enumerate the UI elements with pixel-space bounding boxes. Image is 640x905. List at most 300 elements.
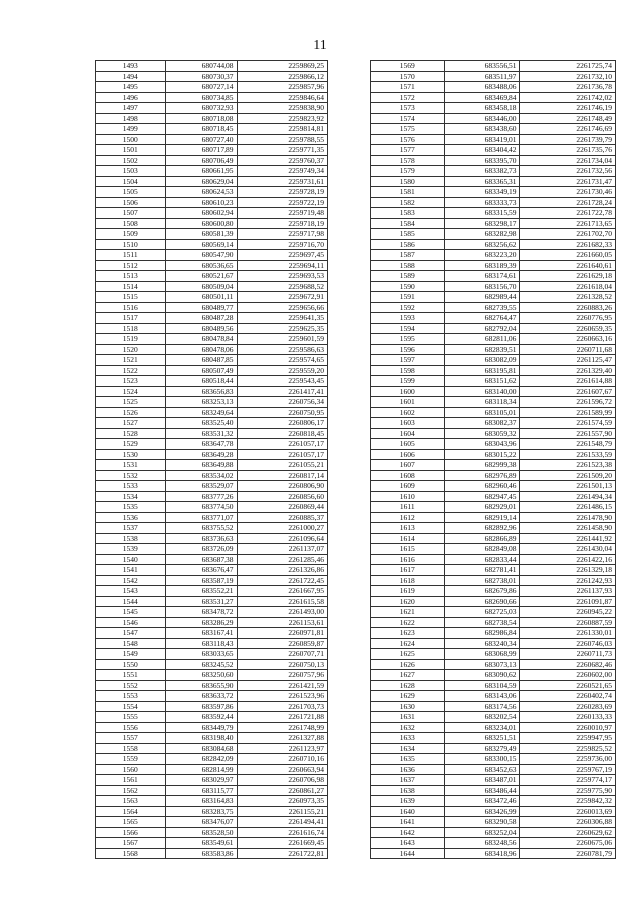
x-coordinate-cell: 683736,63 xyxy=(165,533,237,544)
point-number-cell: 1595 xyxy=(371,334,445,345)
table-row xyxy=(96,754,328,765)
table-row xyxy=(371,460,616,471)
table-row xyxy=(371,796,616,807)
y-coordinate-cell: 2261667,95 xyxy=(237,586,328,597)
table-row xyxy=(96,638,328,649)
x-coordinate-cell: 683174,56 xyxy=(444,701,520,712)
point-number-cell: 1497 xyxy=(96,103,166,114)
y-coordinate-cell: 2259774,17 xyxy=(520,775,616,786)
y-coordinate-cell: 2261589,99 xyxy=(520,407,616,418)
x-coordinate-cell: 680501,11 xyxy=(165,292,237,303)
point-number-cell: 1598 xyxy=(371,365,445,376)
x-coordinate-cell: 683534,02 xyxy=(165,470,237,481)
x-coordinate-cell: 683068,99 xyxy=(444,649,520,660)
point-number-cell: 1632 xyxy=(371,722,445,733)
table-row xyxy=(96,659,328,670)
point-number-cell: 1532 xyxy=(96,470,166,481)
point-number-cell: 1546 xyxy=(96,617,166,628)
table-row xyxy=(371,155,616,166)
point-number-cell: 1562 xyxy=(96,785,166,796)
y-coordinate-cell: 2261329,40 xyxy=(520,365,616,376)
point-number-cell: 1564 xyxy=(96,806,166,817)
table-row xyxy=(371,617,616,628)
y-coordinate-cell: 2260861,27 xyxy=(237,785,328,796)
y-coordinate-cell: 2261730,46 xyxy=(520,187,616,198)
table-row xyxy=(371,512,616,523)
y-coordinate-cell: 2261736,78 xyxy=(520,82,616,93)
x-coordinate-cell: 683118,34 xyxy=(444,397,520,408)
table-row xyxy=(371,785,616,796)
point-number-cell: 1586 xyxy=(371,239,445,250)
point-number-cell: 1600 xyxy=(371,386,445,397)
y-coordinate-cell: 2261091,87 xyxy=(520,596,616,607)
x-coordinate-cell: 683033,65 xyxy=(165,649,237,660)
point-number-cell: 1572 xyxy=(371,92,445,103)
point-number-cell: 1633 xyxy=(371,733,445,744)
table-row xyxy=(371,376,616,387)
x-coordinate-cell: 682739,55 xyxy=(444,302,520,313)
x-coordinate-cell: 683202,54 xyxy=(444,712,520,723)
point-number-cell: 1614 xyxy=(371,533,445,544)
x-coordinate-cell: 680509,04 xyxy=(165,281,237,292)
y-coordinate-cell: 2260707,71 xyxy=(237,649,328,660)
y-coordinate-cell: 2261618,04 xyxy=(520,281,616,292)
table-row xyxy=(96,439,328,450)
point-number-cell: 1639 xyxy=(371,796,445,807)
point-number-cell: 1495 xyxy=(96,82,166,93)
y-coordinate-cell: 2261422,16 xyxy=(520,554,616,565)
point-number-cell: 1520 xyxy=(96,344,166,355)
x-coordinate-cell: 683279,49 xyxy=(444,743,520,754)
table-row xyxy=(96,470,328,481)
y-coordinate-cell: 2259825,52 xyxy=(520,743,616,754)
point-number-cell: 1635 xyxy=(371,754,445,765)
y-coordinate-cell: 2261441,92 xyxy=(520,533,616,544)
table-row xyxy=(371,743,616,754)
y-coordinate-cell: 2261509,20 xyxy=(520,470,616,481)
x-coordinate-cell: 683245,52 xyxy=(165,659,237,670)
y-coordinate-cell: 2261096,64 xyxy=(237,533,328,544)
table-row xyxy=(371,806,616,817)
y-coordinate-cell: 2261616,74 xyxy=(237,827,328,838)
point-number-cell: 1542 xyxy=(96,575,166,586)
table-row xyxy=(371,827,616,838)
x-coordinate-cell: 683286,29 xyxy=(165,617,237,628)
table-row xyxy=(96,176,328,187)
x-coordinate-cell: 680489,56 xyxy=(165,323,237,334)
x-coordinate-cell: 680718,45 xyxy=(165,124,237,135)
table-row xyxy=(371,670,616,681)
point-number-cell: 1617 xyxy=(371,565,445,576)
point-number-cell: 1528 xyxy=(96,428,166,439)
y-coordinate-cell: 2261285,46 xyxy=(237,554,328,565)
point-number-cell: 1560 xyxy=(96,764,166,775)
table-row xyxy=(371,680,616,691)
x-coordinate-cell: 682811,06 xyxy=(444,334,520,345)
x-coordinate-cell: 683252,04 xyxy=(444,827,520,838)
y-coordinate-cell: 2261137,93 xyxy=(520,586,616,597)
x-coordinate-cell: 683655,90 xyxy=(165,680,237,691)
y-coordinate-cell: 2259672,91 xyxy=(237,292,328,303)
y-coordinate-cell: 2260746,03 xyxy=(520,638,616,649)
x-coordinate-cell: 683198,40 xyxy=(165,733,237,744)
point-number-cell: 1494 xyxy=(96,71,166,82)
point-number-cell: 1601 xyxy=(371,397,445,408)
x-coordinate-cell: 683073,13 xyxy=(444,659,520,670)
x-coordinate-cell: 683687,38 xyxy=(165,554,237,565)
point-number-cell: 1581 xyxy=(371,187,445,198)
x-coordinate-cell: 683676,47 xyxy=(165,565,237,576)
table-row xyxy=(96,344,328,355)
y-coordinate-cell: 2261731,47 xyxy=(520,176,616,187)
y-coordinate-cell: 2260806,17 xyxy=(237,418,328,429)
table-row xyxy=(96,271,328,282)
table-row xyxy=(96,281,328,292)
point-number-cell: 1597 xyxy=(371,355,445,366)
point-number-cell: 1502 xyxy=(96,155,166,166)
table-row xyxy=(371,502,616,513)
point-number-cell: 1591 xyxy=(371,292,445,303)
y-coordinate-cell: 2261596,72 xyxy=(520,397,616,408)
table-row xyxy=(96,386,328,397)
point-number-cell: 1623 xyxy=(371,628,445,639)
y-coordinate-cell: 2259717,98 xyxy=(237,229,328,240)
table-row xyxy=(371,176,616,187)
point-number-cell: 1619 xyxy=(371,586,445,597)
table-row xyxy=(371,628,616,639)
point-number-cell: 1593 xyxy=(371,313,445,324)
y-coordinate-cell: 2261629,18 xyxy=(520,271,616,282)
y-coordinate-cell: 2261057,17 xyxy=(237,439,328,450)
y-coordinate-cell: 2261746,69 xyxy=(520,124,616,135)
point-number-cell: 1544 xyxy=(96,596,166,607)
point-number-cell: 1525 xyxy=(96,397,166,408)
x-coordinate-cell: 683649,28 xyxy=(165,449,237,460)
table-row xyxy=(371,250,616,261)
table-row xyxy=(96,533,328,544)
table-row xyxy=(96,428,328,439)
table-row xyxy=(371,281,616,292)
x-coordinate-cell: 683256,62 xyxy=(444,239,520,250)
y-coordinate-cell: 2259719,48 xyxy=(237,208,328,219)
table-row xyxy=(96,817,328,828)
x-coordinate-cell: 682999,38 xyxy=(444,460,520,471)
table-row xyxy=(96,701,328,712)
y-coordinate-cell: 2261153,61 xyxy=(237,617,328,628)
point-number-cell: 1519 xyxy=(96,334,166,345)
x-coordinate-cell: 683105,01 xyxy=(444,407,520,418)
y-coordinate-cell: 2260806,90 xyxy=(237,481,328,492)
y-coordinate-cell: 2261523,96 xyxy=(237,691,328,702)
point-number-cell: 1511 xyxy=(96,250,166,261)
x-coordinate-cell: 683633,72 xyxy=(165,691,237,702)
y-coordinate-cell: 2259559,20 xyxy=(237,365,328,376)
x-coordinate-cell: 683333,73 xyxy=(444,197,520,208)
table-row xyxy=(371,523,616,534)
point-number-cell: 1568 xyxy=(96,848,166,859)
table-row xyxy=(96,166,328,177)
x-coordinate-cell: 683118,43 xyxy=(165,638,237,649)
table-row xyxy=(371,722,616,733)
table-row xyxy=(96,145,328,156)
point-number-cell: 1613 xyxy=(371,523,445,534)
point-number-cell: 1521 xyxy=(96,355,166,366)
x-coordinate-cell: 682892,96 xyxy=(444,523,520,534)
x-coordinate-cell: 683395,70 xyxy=(444,155,520,166)
point-number-cell: 1504 xyxy=(96,176,166,187)
point-number-cell: 1549 xyxy=(96,649,166,660)
point-number-cell: 1553 xyxy=(96,691,166,702)
point-number-cell: 1607 xyxy=(371,460,445,471)
point-number-cell: 1610 xyxy=(371,491,445,502)
point-number-cell: 1644 xyxy=(371,848,445,859)
table-row xyxy=(96,376,328,387)
point-number-cell: 1527 xyxy=(96,418,166,429)
point-number-cell: 1630 xyxy=(371,701,445,712)
x-coordinate-cell: 683726,09 xyxy=(165,544,237,555)
point-number-cell: 1535 xyxy=(96,502,166,513)
point-number-cell: 1582 xyxy=(371,197,445,208)
table-row xyxy=(96,113,328,124)
table-row xyxy=(96,691,328,702)
y-coordinate-cell: 2260402,74 xyxy=(520,691,616,702)
table-row xyxy=(371,817,616,828)
y-coordinate-cell: 2259846,64 xyxy=(237,92,328,103)
table-row xyxy=(96,617,328,628)
y-coordinate-cell: 2261660,05 xyxy=(520,250,616,261)
point-number-cell: 1507 xyxy=(96,208,166,219)
y-coordinate-cell: 2261640,61 xyxy=(520,260,616,271)
table-row xyxy=(371,260,616,271)
table-row xyxy=(96,848,328,859)
point-number-cell: 1509 xyxy=(96,229,166,240)
point-number-cell: 1547 xyxy=(96,628,166,639)
point-number-cell: 1540 xyxy=(96,554,166,565)
table-row xyxy=(96,229,328,240)
point-number-cell: 1499 xyxy=(96,124,166,135)
y-coordinate-cell: 2259771,35 xyxy=(237,145,328,156)
y-coordinate-cell: 2259574,65 xyxy=(237,355,328,366)
x-coordinate-cell: 680602,94 xyxy=(165,208,237,219)
table-row xyxy=(371,575,616,586)
y-coordinate-cell: 2260663,94 xyxy=(237,764,328,775)
table-row xyxy=(371,481,616,492)
x-coordinate-cell: 683167,41 xyxy=(165,628,237,639)
point-number-cell: 1618 xyxy=(371,575,445,586)
point-number-cell: 1545 xyxy=(96,607,166,618)
x-coordinate-cell: 680487,28 xyxy=(165,313,237,324)
y-coordinate-cell: 2259838,90 xyxy=(237,103,328,114)
point-number-cell: 1584 xyxy=(371,218,445,229)
point-number-cell: 1548 xyxy=(96,638,166,649)
table-row xyxy=(371,712,616,723)
table-row xyxy=(96,460,328,471)
table-row xyxy=(371,607,616,618)
table-row xyxy=(371,428,616,439)
table-row xyxy=(96,334,328,345)
table-row xyxy=(371,659,616,670)
y-coordinate-cell: 2261421,59 xyxy=(237,680,328,691)
x-coordinate-cell: 682725,03 xyxy=(444,607,520,618)
table-row xyxy=(371,596,616,607)
point-number-cell: 1620 xyxy=(371,596,445,607)
table-row xyxy=(96,134,328,145)
x-coordinate-cell: 683174,61 xyxy=(444,271,520,282)
point-number-cell: 1627 xyxy=(371,670,445,681)
table-row xyxy=(96,355,328,366)
x-coordinate-cell: 682792,04 xyxy=(444,323,520,334)
y-coordinate-cell: 2259601,59 xyxy=(237,334,328,345)
table-row xyxy=(371,754,616,765)
point-number-cell: 1523 xyxy=(96,376,166,387)
x-coordinate-cell: 683300,15 xyxy=(444,754,520,765)
point-number-cell: 1580 xyxy=(371,176,445,187)
point-number-cell: 1530 xyxy=(96,449,166,460)
x-coordinate-cell: 683656,83 xyxy=(165,386,237,397)
y-coordinate-cell: 2261728,24 xyxy=(520,197,616,208)
x-coordinate-cell: 680661,95 xyxy=(165,166,237,177)
table-row xyxy=(371,208,616,219)
x-coordinate-cell: 683253,13 xyxy=(165,397,237,408)
y-coordinate-cell: 2260629,62 xyxy=(520,827,616,838)
table-row xyxy=(371,271,616,282)
x-coordinate-cell: 683476,07 xyxy=(165,817,237,828)
x-coordinate-cell: 680507,49 xyxy=(165,365,237,376)
table-row xyxy=(96,397,328,408)
table-row xyxy=(96,628,328,639)
table-row xyxy=(371,61,616,72)
x-coordinate-cell: 683552,21 xyxy=(165,586,237,597)
point-number-cell: 1533 xyxy=(96,481,166,492)
y-coordinate-cell: 2259736,00 xyxy=(520,754,616,765)
y-coordinate-cell: 2260706,98 xyxy=(237,775,328,786)
x-coordinate-cell: 680727,40 xyxy=(165,134,237,145)
y-coordinate-cell: 2260817,14 xyxy=(237,470,328,481)
table-row xyxy=(371,355,616,366)
point-number-cell: 1575 xyxy=(371,124,445,135)
y-coordinate-cell: 2260306,88 xyxy=(520,817,616,828)
y-coordinate-cell: 2260856,60 xyxy=(237,491,328,502)
y-coordinate-cell: 2261326,86 xyxy=(237,565,328,576)
y-coordinate-cell: 2259857,96 xyxy=(237,82,328,93)
point-number-cell: 1500 xyxy=(96,134,166,145)
x-coordinate-cell: 683556,51 xyxy=(444,61,520,72)
point-number-cell: 1526 xyxy=(96,407,166,418)
x-coordinate-cell: 680547,90 xyxy=(165,250,237,261)
x-coordinate-cell: 683349,19 xyxy=(444,187,520,198)
x-coordinate-cell: 683189,39 xyxy=(444,260,520,271)
x-coordinate-cell: 683282,98 xyxy=(444,229,520,240)
y-coordinate-cell: 2261615,58 xyxy=(237,596,328,607)
x-coordinate-cell: 682986,84 xyxy=(444,628,520,639)
x-coordinate-cell: 683140,00 xyxy=(444,386,520,397)
y-coordinate-cell: 2260883,26 xyxy=(520,302,616,313)
y-coordinate-cell: 2261742,02 xyxy=(520,92,616,103)
y-coordinate-cell: 2261722,78 xyxy=(520,208,616,219)
x-coordinate-cell: 682960,46 xyxy=(444,481,520,492)
point-number-cell: 1505 xyxy=(96,187,166,198)
point-number-cell: 1558 xyxy=(96,743,166,754)
point-number-cell: 1615 xyxy=(371,544,445,555)
y-coordinate-cell: 2261494,41 xyxy=(237,817,328,828)
y-coordinate-cell: 2260757,96 xyxy=(237,670,328,681)
y-coordinate-cell: 2259869,25 xyxy=(237,61,328,72)
table-row xyxy=(371,491,616,502)
y-coordinate-cell: 2259697,45 xyxy=(237,250,328,261)
x-coordinate-cell: 680706,49 xyxy=(165,155,237,166)
x-coordinate-cell: 683240,34 xyxy=(444,638,520,649)
x-coordinate-cell: 683029,97 xyxy=(165,775,237,786)
y-coordinate-cell: 2260675,06 xyxy=(520,838,616,849)
y-coordinate-cell: 2260756,34 xyxy=(237,397,328,408)
point-number-cell: 1602 xyxy=(371,407,445,418)
table-row xyxy=(96,82,328,93)
point-number-cell: 1631 xyxy=(371,712,445,723)
y-coordinate-cell: 2260869,44 xyxy=(237,502,328,513)
point-number-cell: 1625 xyxy=(371,649,445,660)
x-coordinate-cell: 682738,01 xyxy=(444,575,520,586)
point-number-cell: 1638 xyxy=(371,785,445,796)
y-coordinate-cell: 2261748,99 xyxy=(237,722,328,733)
y-coordinate-cell: 2260711,68 xyxy=(520,344,616,355)
point-number-cell: 1576 xyxy=(371,134,445,145)
y-coordinate-cell: 2259728,19 xyxy=(237,187,328,198)
x-coordinate-cell: 680629,04 xyxy=(165,176,237,187)
table-row xyxy=(371,302,616,313)
x-coordinate-cell: 683774,50 xyxy=(165,502,237,513)
x-coordinate-cell: 683469,84 xyxy=(444,92,520,103)
x-coordinate-cell: 683472,46 xyxy=(444,796,520,807)
point-number-cell: 1566 xyxy=(96,827,166,838)
table-row xyxy=(96,61,328,72)
x-coordinate-cell: 680718,08 xyxy=(165,113,237,124)
x-coordinate-cell: 683164,83 xyxy=(165,796,237,807)
table-row xyxy=(96,554,328,565)
y-coordinate-cell: 2259718,19 xyxy=(237,218,328,229)
y-coordinate-cell: 2261732,56 xyxy=(520,166,616,177)
point-number-cell: 1496 xyxy=(96,92,166,103)
x-coordinate-cell: 683250,60 xyxy=(165,670,237,681)
table-row xyxy=(371,397,616,408)
point-number-cell: 1510 xyxy=(96,239,166,250)
table-row xyxy=(371,554,616,565)
table-row xyxy=(96,71,328,82)
point-number-cell: 1552 xyxy=(96,680,166,691)
x-coordinate-cell: 683597,86 xyxy=(165,701,237,712)
y-coordinate-cell: 2260710,16 xyxy=(237,754,328,765)
point-number-cell: 1611 xyxy=(371,502,445,513)
x-coordinate-cell: 683649,88 xyxy=(165,460,237,471)
y-coordinate-cell: 2259749,34 xyxy=(237,166,328,177)
point-number-cell: 1554 xyxy=(96,701,166,712)
x-coordinate-cell: 683283,75 xyxy=(165,806,237,817)
table-row xyxy=(96,743,328,754)
y-coordinate-cell: 2259694,11 xyxy=(237,260,328,271)
y-coordinate-cell: 2259788,55 xyxy=(237,134,328,145)
x-coordinate-cell: 683251,51 xyxy=(444,733,520,744)
table-row xyxy=(371,449,616,460)
x-coordinate-cell: 683015,22 xyxy=(444,449,520,460)
table-row xyxy=(371,775,616,786)
point-number-cell: 1550 xyxy=(96,659,166,670)
table-row xyxy=(371,145,616,156)
y-coordinate-cell: 2259814,81 xyxy=(237,124,328,135)
x-coordinate-cell: 683043,96 xyxy=(444,439,520,450)
y-coordinate-cell: 2261713,65 xyxy=(520,218,616,229)
y-coordinate-cell: 2261501,13 xyxy=(520,481,616,492)
y-coordinate-cell: 2261478,90 xyxy=(520,512,616,523)
x-coordinate-cell: 683647,78 xyxy=(165,439,237,450)
